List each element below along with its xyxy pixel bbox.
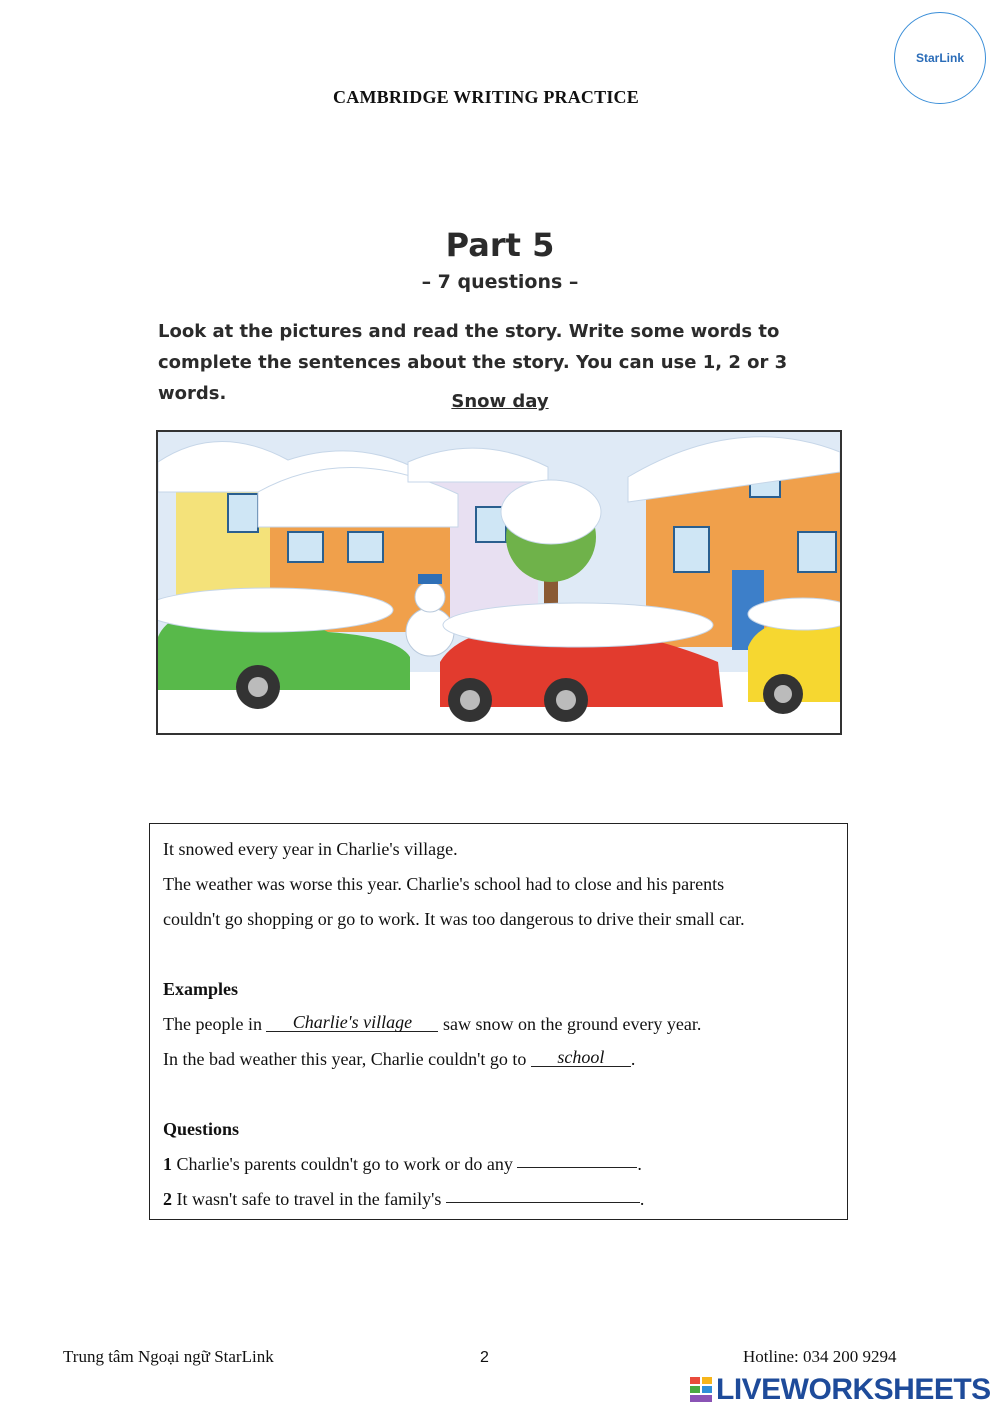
footer-hotline: Hotline: 034 200 9294	[743, 1347, 897, 1366]
snowman-body	[406, 608, 454, 656]
question-1-end: .	[637, 1154, 642, 1174]
examples-heading: Examples	[163, 979, 239, 999]
logo-text: StarLink	[915, 51, 964, 65]
question-2-answer-input[interactable]	[446, 1202, 640, 1203]
page-header-title: CAMBRIDGE WRITING PRACTICE	[333, 87, 639, 107]
example-2-before: In the bad weather this year, Charlie couldn't go to	[163, 1049, 531, 1069]
liveworksheets-icon	[690, 1377, 714, 1403]
story-line-2: The weather was worse this year. Charlie's school had to close and his parents	[163, 874, 725, 894]
window	[798, 532, 836, 572]
question-1	[163, 1147, 847, 1182]
instructions: Look at the pictures and read the story. Write some words to complete the sentences about the story. You can use 1, 2 or 3 words.	[158, 321, 788, 404]
example-1-after: saw snow on the ground every year.	[438, 1014, 702, 1034]
footer-center-name: Trung tâm Ngoại ngữ StarLink	[63, 1347, 274, 1366]
snow-day-illustration	[156, 430, 842, 735]
wheel	[774, 685, 792, 703]
car-snow	[158, 588, 393, 632]
questions-heading: Questions	[163, 1119, 240, 1139]
question-1-text: Charlie's parents couldn't go to work or do any	[172, 1154, 518, 1174]
window	[674, 527, 709, 572]
example-1-answer: Charlie's village	[266, 1013, 438, 1032]
wheel	[556, 690, 576, 710]
page-number: 2	[480, 1349, 489, 1366]
tree-snow	[501, 480, 601, 544]
question-2	[163, 1182, 847, 1217]
liveworksheets-logo[interactable]	[690, 1373, 991, 1407]
example-1	[163, 1007, 847, 1042]
wheel	[248, 677, 268, 697]
story-title: Snow day	[451, 391, 549, 412]
window	[228, 494, 258, 532]
question-2-text: It wasn't safe to travel in the family's	[172, 1189, 446, 1209]
question-2-end: .	[639, 1189, 645, 1209]
story-line-3: couldn't go shopping or go to work. It was too dangerous to drive their small car.	[163, 909, 745, 929]
story-line-1: It snowed every year in Charlie's village.	[163, 839, 458, 859]
car-snow	[443, 603, 713, 647]
part-subtitle: – 7 questions –	[421, 271, 579, 293]
part-title: Part 5	[445, 226, 555, 264]
story-box	[149, 823, 848, 1220]
example-1-before: The people in	[163, 1014, 267, 1034]
snow-scene-svg	[158, 432, 840, 733]
example-2	[163, 1042, 847, 1077]
example-2-answer: school	[531, 1048, 631, 1067]
example-2-after: .	[630, 1049, 636, 1069]
window	[288, 532, 323, 562]
snowman-hat	[418, 574, 442, 584]
window	[348, 532, 383, 562]
question-1-answer-input[interactable]	[517, 1167, 637, 1168]
wheel	[460, 690, 480, 710]
question-1-number: 1	[163, 1154, 172, 1174]
question-2-number: 2	[163, 1189, 172, 1209]
snowman-head	[415, 582, 445, 612]
liveworksheets-wordmark: LIVEWORKSHEETS	[716, 1373, 991, 1406]
